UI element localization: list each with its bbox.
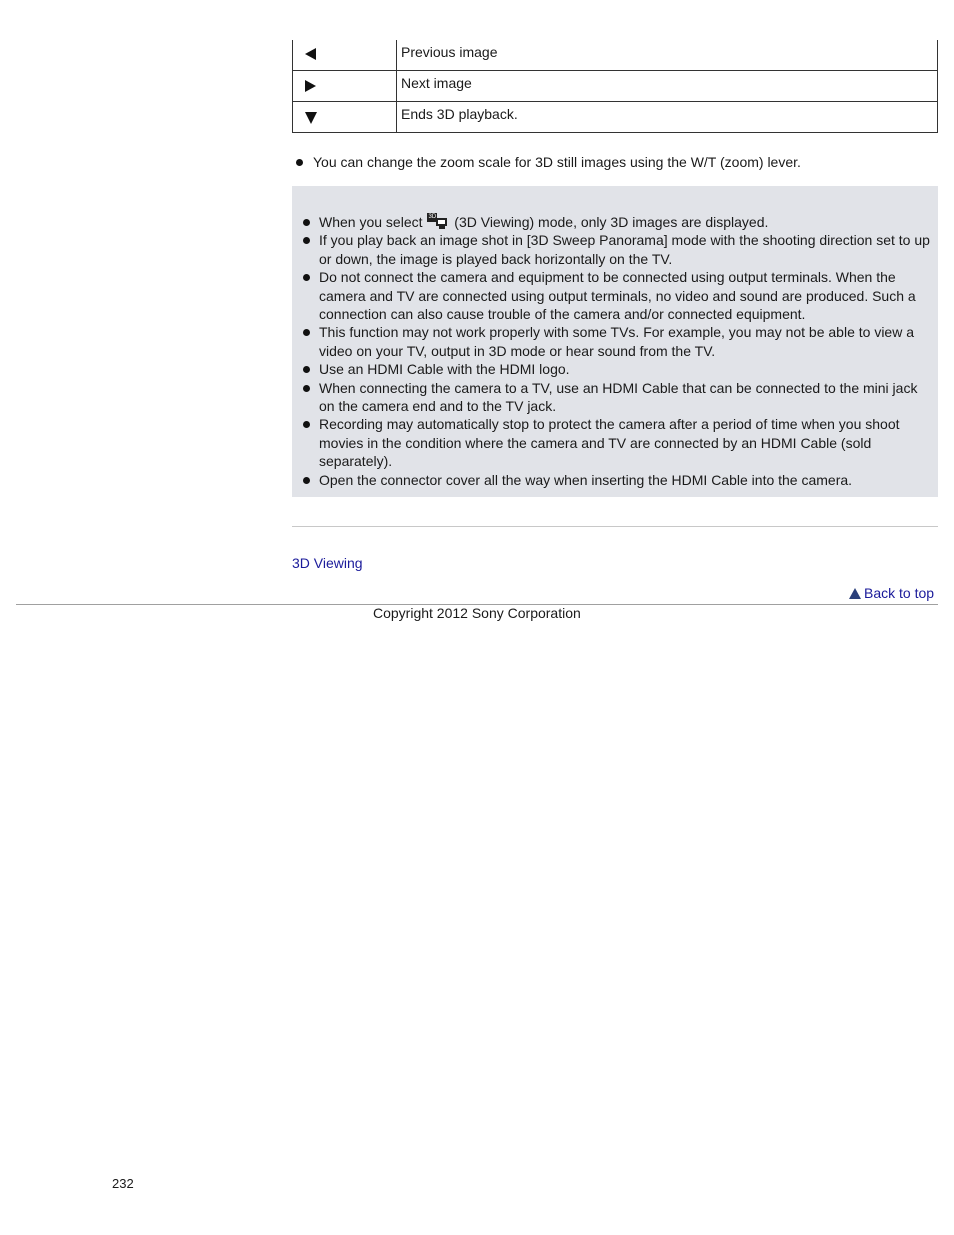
bullet-icon [303,237,310,244]
note-text: This function may not work properly with some TVs. For example, you may not be able to view a video on your TV, output in 3D mode or hear sound from the TV. [319,324,914,359]
back-to-top-link[interactable] [849,585,934,601]
operation-description: Next image [397,71,938,102]
zoom-note-text: You can change the zoom scale for 3D still images using the W/T (zoom) lever. [313,154,801,170]
list-item [292,213,932,231]
note-text: Open the connector cover all the way when inserting the HDMI Cable into the camera. [319,471,853,488]
operations-table [292,40,938,133]
table-row [293,102,938,133]
bullet-icon [296,159,303,166]
note-text: Do not connect the camera and equipment to be connected using output terminals. When the camera and TV are connected using output terminals, no video and sound are produced. Such a connection can also cause trouble of the camera and/or connected equipment. [319,269,916,323]
divider [292,526,938,527]
note-text: Recording may automatically stop to protect the camera after a period of time when you shoot movies in the condition where the camera and TV are connected by an HDMI Cable (sold separately). [319,416,900,470]
zoom-note-list [292,153,938,171]
bullet-icon [303,329,310,336]
operation-description: Ends 3D playback. [397,102,938,133]
triangle-right-icon [305,80,316,92]
icon-cell [293,40,397,71]
icon-cell [293,71,397,102]
note-text: Use an HDMI Cable with the HDMI logo. [319,361,570,378]
bullet-icon [303,274,310,281]
notes-list [292,213,932,489]
bullet-icon [303,385,310,392]
bullet-icon [303,219,310,226]
list-item [292,360,932,378]
bullet-icon [303,477,310,484]
list-item [292,415,932,470]
notes-box [292,186,938,497]
list-item [292,268,932,323]
triangle-left-icon [305,48,316,60]
back-to-top-label: Back to top [864,585,935,601]
table-row [293,71,938,102]
note-text: If you play back an image shot in [3D Sweep Panorama] mode with the shooting direction set to up or down, the image is played back horizontally on the TV. [319,232,930,267]
note-text: When connecting the camera to a TV, use an HDMI Cable that can be connected to the mini jack on the camera end and to the TV jack. [319,379,918,415]
related-link-3d-viewing[interactable]: 3D Viewing [292,555,363,571]
note-text-after-icon: (3D Viewing) mode, only 3D images are displayed. [450,214,769,230]
triangle-down-icon [305,112,317,124]
list-item [292,231,932,268]
up-arrow-icon [849,588,861,599]
icon-cell [293,102,397,133]
3d-viewing-mode-icon: 3D [427,213,449,229]
list-item [292,323,932,360]
list-item [292,153,938,171]
operation-description: Previous image [397,40,938,71]
note-text-before-icon: When you select [319,214,427,230]
table-row [293,40,938,71]
list-item [292,379,932,416]
bullet-icon [303,421,310,428]
list-item [292,471,932,489]
page-number: 232 [112,1176,134,1191]
copyright: Copyright 2012 Sony Corporation [373,605,581,621]
bullet-icon [303,366,310,373]
